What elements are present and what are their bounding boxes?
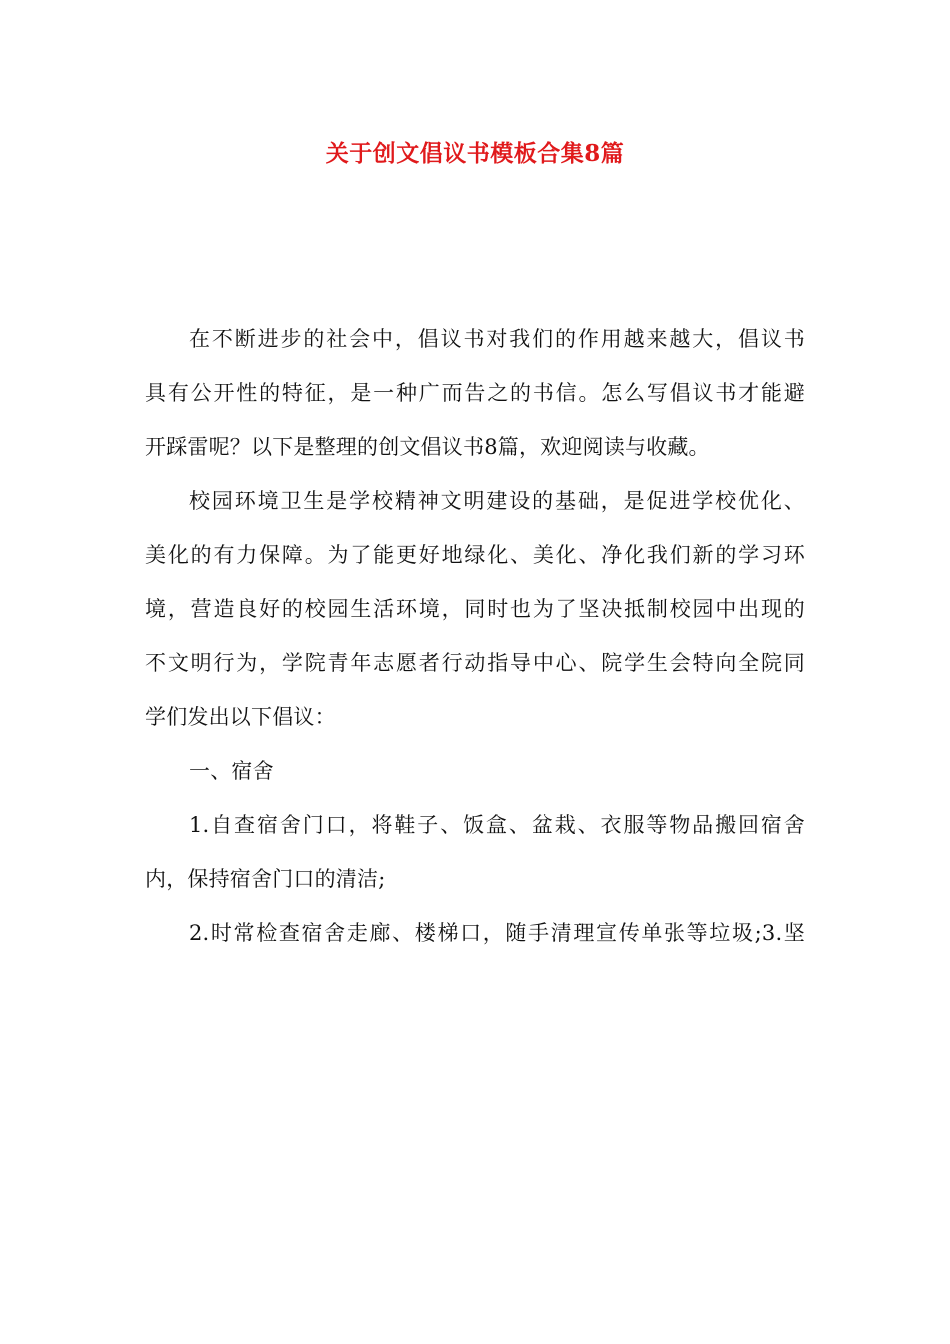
paragraph-line: 校园环境卫生是学校精神文明建设的基础，是促进学校优化、 [189, 489, 805, 513]
section-heading: 一、宿舍 [189, 759, 274, 783]
list-item-line: 2.时常检查宿舍走廊、楼梯口，随手清理宣传单张等垃圾;3.坚 [189, 921, 805, 945]
list-item-line: 1.自查宿舍门口，将鞋子、饭盒、盆栽、衣服等物品搬回宿舍 [189, 813, 805, 837]
document-title: 关于创文倡议书模板合集8篇 [325, 140, 625, 167]
paragraph-line: 开踩雷呢？以下是整理的创文倡议书8篇，欢迎阅读与收藏。 [145, 435, 710, 459]
paragraph-line: 美化的有力保障。为了能更好地绿化、美化、净化我们新的学习环 [145, 543, 805, 567]
paragraph-line: 在不断进步的社会中，倡议书对我们的作用越来越大，倡议书 [189, 327, 805, 351]
list-item-line: 内，保持宿舍门口的清洁; [145, 867, 386, 891]
paragraph-line: 学们发出以下倡议： [145, 705, 336, 729]
document-body [145, 312, 805, 960]
paragraph-line: 具有公开性的特征，是一种广而告之的书信。怎么写倡议书才能避 [145, 381, 805, 405]
paragraph-line: 境，营造良好的校园生活环境，同时也为了坚决抵制校园中出现的 [145, 597, 805, 621]
paragraph-line: 不文明行为，学院青年志愿者行动指导中心、院学生会特向全院同 [145, 651, 805, 675]
